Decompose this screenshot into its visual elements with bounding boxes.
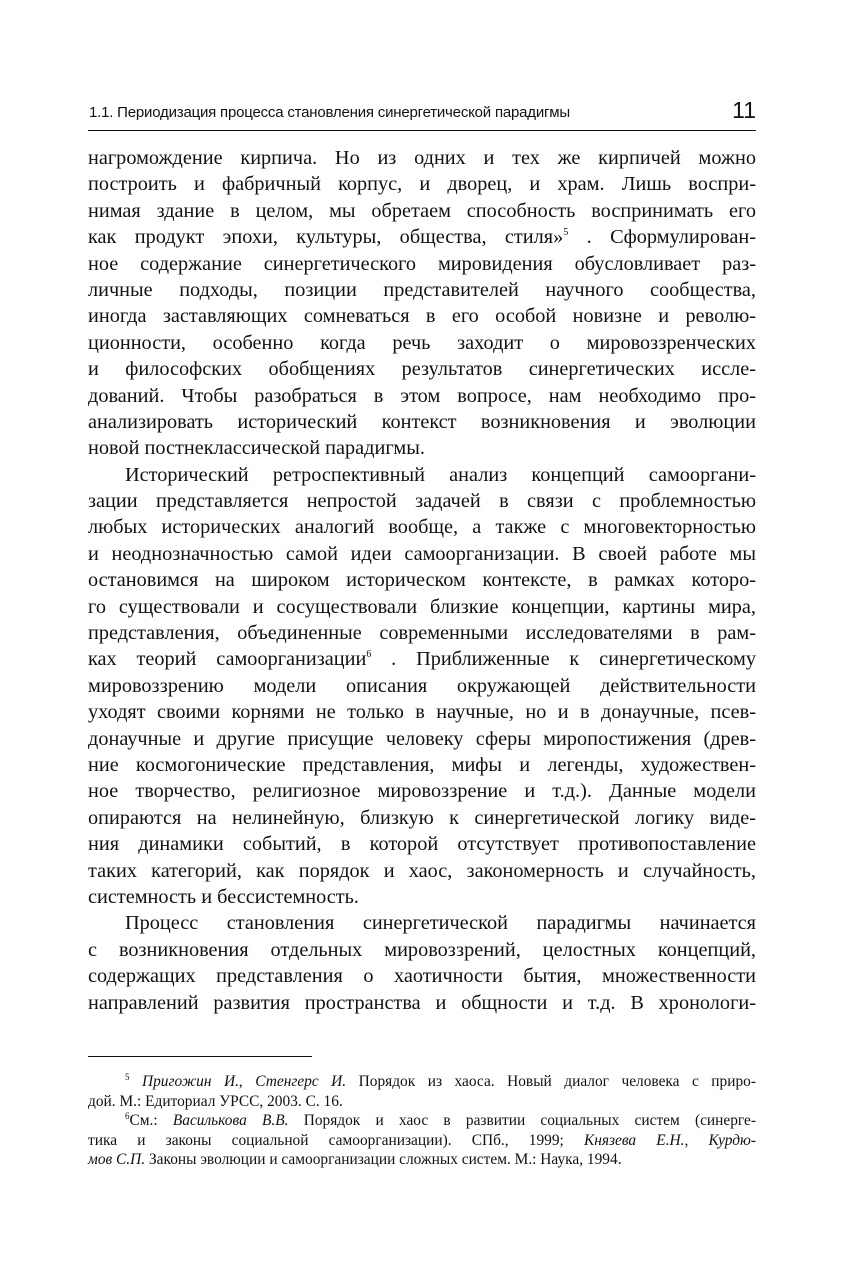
text-segment: . Сформулирован- <box>568 226 756 249</box>
text-line: личные подходы, позиции представителей научного сообщества, <box>88 278 756 301</box>
running-header <box>88 98 756 131</box>
text-line: Исторический ретроспективный анализ концепций самооргани- <box>125 463 756 486</box>
text-segment: тика и законы социальной самоорганизации). СПб., 1999; <box>88 1131 585 1149</box>
text-segment: как продукт эпохи, культуры, общества, стиля» <box>88 226 564 249</box>
footnote-author: Стенгерс И. <box>255 1073 347 1090</box>
text-line: опираются на нелинейную, близкую к синергетической логику виде- <box>88 806 756 829</box>
footnote-author: Князева Е.Н. <box>584 1131 685 1149</box>
text-line: нимая здание в целом, мы обретаем способность воспринимать его <box>88 199 756 222</box>
footnote-line <box>88 1150 756 1170</box>
running-title: 1.1. Периодизация процесса становления синергетической парадигмы <box>89 104 570 121</box>
text-line: содержащих представления о хаотичности бытия, множественности <box>88 965 756 988</box>
page-number: 11 <box>732 97 756 123</box>
paragraph-3 <box>88 910 756 1016</box>
text-line: таких категорий, как порядок и хаос, закономерность и случайность, <box>88 859 756 882</box>
text-line: донаучные и другие присущие человеку сферы миропостижения (древ- <box>88 727 756 750</box>
text-line: и неоднозначностью самой идеи самоорганизации. В своей работе мы <box>88 542 756 565</box>
footnote-author: мов С.П. <box>88 1151 146 1168</box>
footnote-5 <box>88 1072 756 1111</box>
text-segment: ках теорий самоорганизации <box>88 648 367 671</box>
text-segment: Порядок из хаоса. Новый диалог человека с приро- <box>346 1073 756 1090</box>
text-line: направлений развития пространства и общности и т.д. В хронологи- <box>88 991 756 1014</box>
text-line: мировоззрению модели описания окружающей действительности <box>88 674 756 697</box>
text-line: ционности, особенно когда речь заходит о мировоззренческих <box>88 331 756 354</box>
text-line: представления, объединенные современными исследователями в рам- <box>88 622 756 645</box>
text-line <box>88 224 756 250</box>
text-line: зации представляется непростой задачей в связи с проблемностью <box>88 490 756 513</box>
footnote-line <box>88 1131 756 1151</box>
footnote-line: дой. М.: Едиториал УРСС, 2003. С. 16. <box>88 1092 343 1110</box>
footnotes <box>88 1072 756 1170</box>
footnote-6 <box>88 1111 756 1170</box>
footnote-line <box>88 1111 756 1131</box>
text-line: любых исторических аналогий вообще, а также с многовекторностью <box>88 516 756 539</box>
footnote-author: Курдю- <box>708 1131 756 1149</box>
text-segment: Законы эволюции и самоорганизации сложных систем. М.: Наука, 1994. <box>145 1151 622 1168</box>
text-line: с возникновения отдельных мировоззрений, целостных концепций, <box>88 938 756 961</box>
text-line: го существовали и сосуществовали близкие концепции, картины мира, <box>88 595 756 618</box>
text-segment: Порядок и хаос в развитии социальных систем (синерге- <box>288 1112 756 1129</box>
text-line: ние космогонические представления, мифы и легенды, художествен- <box>88 753 756 776</box>
text-segment: . Приближенные к синергетическому <box>371 648 756 671</box>
text-line <box>88 646 756 672</box>
text-segment: , <box>238 1073 256 1090</box>
footnote-number: 5 <box>125 1071 130 1082</box>
text-line: остановимся на широком историческом контексте, в рамках которо- <box>88 569 756 592</box>
paragraph-1 <box>88 145 756 462</box>
text-line: нагромождение кирпича. Но из одних и тех же кирпичей можно <box>88 147 756 169</box>
text-line: ное творчество, религиозное мировоззрение и т.д.). Данные модели <box>88 780 756 803</box>
text-line: иногда заставляющих сомневаться в его особой новизне и револю- <box>88 305 756 328</box>
text-line: и философских обобщениях результатов синергетических иссле- <box>88 358 756 381</box>
footnote-number: 6 <box>125 1110 130 1121</box>
text-line: дований. Чтобы разобраться в этом вопросе, нам необходимо про- <box>88 384 756 407</box>
footnote-ref-5: 5 <box>563 227 569 239</box>
text-segment: См.: <box>129 1112 173 1129</box>
footnote-author: Пригожин И. <box>142 1073 239 1090</box>
text-segment: , <box>684 1131 709 1149</box>
paragraph-2 <box>88 462 756 911</box>
text-line: новой постнеклассической парадигмы. <box>88 437 425 460</box>
text-line: Процесс становления синергетической парадигмы начинается <box>125 912 756 935</box>
text-line: уходят своими корнями не только в научные, но и в донаучные, псев- <box>88 701 756 724</box>
text-line: системность и бессистемность. <box>88 885 359 908</box>
footnote-line <box>88 1072 756 1092</box>
footnote-author: Василькова В.В. <box>172 1112 289 1129</box>
text-line: построить и фабричный корпус, и дворец, и храм. Лишь воспри- <box>88 173 756 196</box>
footnote-divider <box>88 1056 312 1057</box>
main-text <box>88 145 756 1016</box>
text-line: анализировать исторический контекст возникновения и эволюции <box>88 410 756 433</box>
text-line: ния динамики событий, в которой отсутствует противопоставление <box>88 833 756 856</box>
footnote-ref-6: 6 <box>366 649 372 661</box>
text-line: ное содержание синергетического мировидения обусловливает раз- <box>88 252 756 275</box>
